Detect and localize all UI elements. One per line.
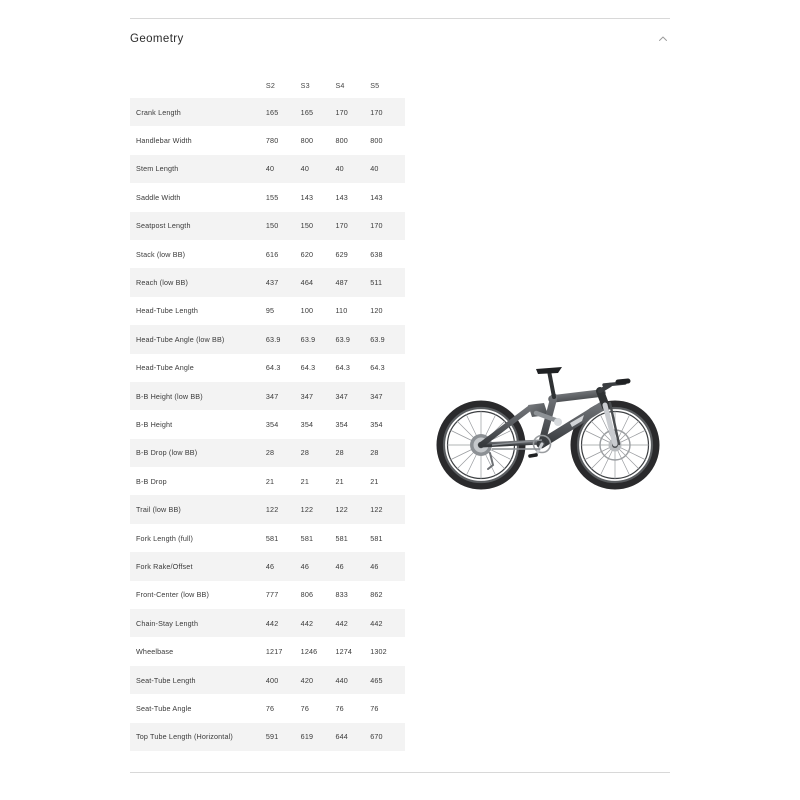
row-value-s4: 170	[335, 221, 348, 231]
top-divider	[130, 18, 670, 19]
row-value-s4: 64.3	[335, 363, 351, 373]
row-value-s3: 1246	[300, 647, 318, 657]
row-label: Saddle Width	[136, 192, 181, 202]
table-row	[130, 183, 405, 211]
row-value-s4: 644	[335, 732, 348, 742]
table-row	[130, 495, 405, 523]
row-value-s4: 833	[335, 590, 348, 600]
row-value-s4: 629	[335, 249, 348, 259]
table-row	[130, 126, 405, 154]
row-value-s2: 581	[265, 533, 279, 543]
row-value-s5: 120	[370, 306, 383, 316]
row-value-s2: 64.3	[265, 363, 281, 373]
row-value-s2: 347	[265, 391, 279, 401]
row-value-s4: 63.9	[335, 334, 351, 344]
row-label: Chain-Stay Length	[136, 618, 199, 628]
row-value-s2: 21	[265, 476, 275, 486]
table-row	[130, 240, 405, 268]
row-value-s2: 437	[265, 278, 279, 288]
row-label: Top Tube Length (Horizontal)	[136, 732, 233, 742]
row-label: Crank Length	[136, 107, 181, 117]
row-label: Seatpost Length	[136, 221, 191, 231]
row-label: Front-Center (low BB)	[136, 590, 210, 600]
row-label: Head-Tube Length	[136, 306, 199, 316]
row-value-s2: 122	[265, 505, 279, 515]
table-row	[130, 297, 405, 325]
column-header-label	[130, 72, 266, 98]
row-value-s4: 800	[335, 136, 348, 146]
row-value-s3: 442	[300, 618, 314, 628]
table-row	[130, 325, 405, 353]
table-row	[130, 212, 405, 240]
row-value-s2: 150	[265, 221, 279, 231]
row-value-s3: 64.3	[300, 363, 316, 373]
row-value-s3: 122	[300, 505, 314, 515]
row-value-s5: 63.9	[370, 334, 385, 344]
row-value-s4: 440	[335, 675, 348, 685]
table-row	[130, 581, 405, 609]
bicycle-side-view-image	[432, 345, 677, 490]
table-row	[130, 98, 405, 126]
row-value-s3: 143	[300, 192, 314, 202]
row-value-s4: 170	[335, 107, 348, 117]
row-value-s5: 170	[370, 107, 383, 117]
row-value-s3: 806	[300, 590, 314, 600]
row-value-s3: 28	[300, 448, 309, 458]
row-value-s5: 638	[370, 249, 383, 259]
row-value-s2: 28	[265, 448, 275, 458]
row-value-s4: 46	[335, 561, 344, 571]
row-label: Handlebar Width	[136, 136, 192, 146]
row-label: Wheelbase	[136, 647, 174, 657]
row-value-s5: 800	[370, 136, 383, 146]
row-label: Reach (low BB)	[136, 278, 189, 288]
row-value-s5: 46	[370, 561, 379, 571]
table-row	[130, 723, 405, 751]
row-value-s3: 581	[300, 533, 314, 543]
row-value-s4: 442	[335, 618, 348, 628]
row-value-s2: 591	[265, 732, 279, 742]
row-value-s2: 616	[265, 249, 279, 259]
row-value-s3: 464	[300, 278, 314, 288]
row-value-s5: 862	[370, 590, 383, 600]
row-value-s5: 122	[370, 505, 383, 515]
table-row	[130, 382, 405, 410]
row-value-s3: 619	[300, 732, 314, 742]
row-value-s4: 581	[335, 533, 348, 543]
table-row	[130, 609, 405, 637]
row-value-s3: 347	[300, 391, 314, 401]
row-value-s5: 40	[370, 164, 379, 174]
row-value-s2: 442	[265, 618, 279, 628]
row-value-s4: 21	[335, 476, 344, 486]
row-value-s5: 76	[370, 703, 379, 713]
page-title: Geometry	[130, 33, 184, 45]
row-label: Stack (low BB)	[136, 249, 186, 259]
row-value-s5: 347	[370, 391, 383, 401]
table-row	[130, 467, 405, 495]
row-value-s3: 46	[300, 561, 309, 571]
row-label: B-B Drop (low BB)	[136, 448, 198, 458]
row-value-s4: 40	[335, 164, 344, 174]
row-value-s5: 465	[370, 675, 383, 685]
row-value-s4: 354	[335, 419, 348, 429]
table-row	[130, 410, 405, 438]
row-value-s4: 487	[335, 278, 348, 288]
row-value-s5: 670	[370, 732, 383, 742]
row-value-s5: 1302	[370, 647, 387, 657]
row-value-s3: 100	[300, 306, 314, 316]
row-value-s3: 800	[300, 136, 314, 146]
row-value-s5: 64.3	[370, 363, 385, 373]
table-row	[130, 694, 405, 722]
row-value-s3: 76	[300, 703, 309, 713]
geometry-table	[130, 72, 405, 751]
row-label: B-B Height	[136, 419, 173, 429]
chevron-up-icon[interactable]	[656, 32, 670, 46]
row-label: Seat-Tube Length	[136, 675, 196, 685]
row-value-s3: 165	[300, 107, 314, 117]
row-value-s2: 780	[265, 136, 279, 146]
table-row	[130, 155, 405, 183]
row-value-s5: 21	[370, 476, 379, 486]
row-value-s5: 143	[370, 192, 383, 202]
geometry-table-head	[130, 72, 405, 98]
row-value-s4: 110	[335, 306, 348, 316]
row-value-s4: 28	[335, 448, 344, 458]
row-value-s5: 354	[370, 419, 383, 429]
row-label: Trail (low BB)	[136, 505, 181, 515]
row-value-s2: 40	[265, 164, 275, 174]
table-row	[130, 268, 405, 296]
table-row	[130, 354, 405, 382]
column-header-s4: S4	[335, 80, 345, 90]
row-value-s4: 1274	[335, 647, 353, 657]
column-header-s3: S3	[300, 80, 310, 90]
table-row	[130, 666, 405, 694]
table-row	[130, 552, 405, 580]
row-label: Head-Tube Angle (low BB)	[136, 334, 225, 344]
row-value-s2: 155	[265, 192, 279, 202]
geometry-section-header[interactable]	[130, 27, 670, 51]
row-value-s4: 122	[335, 505, 348, 515]
table-row	[130, 637, 405, 665]
column-header-s2: S2	[265, 80, 275, 90]
row-value-s2: 354	[265, 419, 279, 429]
row-label: Stem Length	[136, 164, 179, 174]
row-value-s2: 1217	[265, 647, 283, 657]
row-value-s5: 442	[370, 618, 383, 628]
row-value-s3: 620	[300, 249, 314, 259]
row-label: Fork Length (full)	[136, 533, 194, 543]
row-value-s2: 76	[265, 703, 275, 713]
row-label: Seat-Tube Angle	[136, 703, 192, 713]
row-value-s3: 150	[300, 221, 314, 231]
column-header-s5: S5	[370, 80, 380, 90]
row-label: Fork Rake/Offset	[136, 561, 193, 571]
geometry-table-body	[130, 98, 405, 751]
row-value-s2: 777	[265, 590, 279, 600]
row-value-s5: 511	[370, 278, 383, 288]
row-value-s2: 400	[265, 675, 279, 685]
row-value-s2: 46	[265, 561, 275, 571]
row-value-s3: 21	[300, 476, 309, 486]
bottom-divider	[130, 772, 670, 773]
row-value-s3: 420	[300, 675, 314, 685]
row-label: B-B Height (low BB)	[136, 391, 203, 401]
row-value-s4: 347	[335, 391, 348, 401]
row-label: Head-Tube Angle	[136, 363, 194, 373]
row-value-s3: 354	[300, 419, 314, 429]
row-value-s4: 143	[335, 192, 348, 202]
table-row	[130, 439, 405, 467]
row-value-s4: 76	[335, 703, 344, 713]
row-value-s3: 63.9	[300, 334, 316, 344]
row-label: B-B Drop	[136, 476, 167, 486]
row-value-s5: 581	[370, 533, 383, 543]
table-header-row	[130, 72, 405, 98]
row-value-s2: 63.9	[265, 334, 281, 344]
table-row	[130, 524, 405, 552]
row-value-s2: 95	[265, 306, 275, 316]
row-value-s3: 40	[300, 164, 309, 174]
row-value-s5: 170	[370, 221, 383, 231]
row-value-s5: 28	[370, 448, 379, 458]
geometry-table-wrap	[130, 72, 405, 751]
row-value-s2: 165	[265, 107, 279, 117]
